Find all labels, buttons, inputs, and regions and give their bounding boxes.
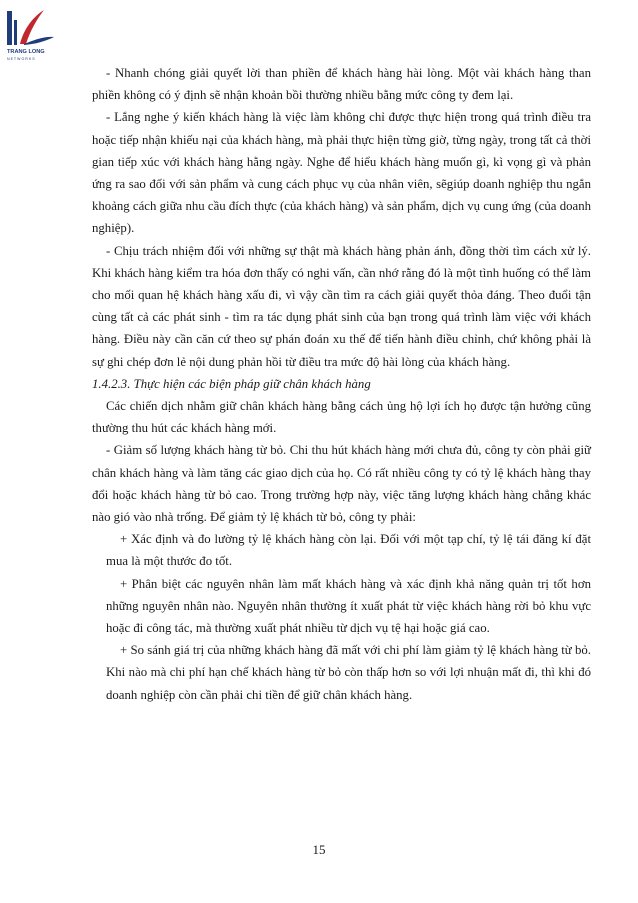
paragraph-retention-intro: Các chiến dịch nhằm giữ chân khách hàng bằng cách ủng hộ lợi ích họ được tận hưởng cũng thường thu hút các khách hàng mới. [92, 399, 591, 436]
logo-tagline: N E T W O R K S [7, 57, 35, 61]
list-item-measure-retention: + Xác định và đo lường tỷ lệ khách hàng còn lại. Đối với một tạp chí, tỷ lệ tái đăng kí đặt mua là một thước đo tốt. [106, 532, 591, 569]
logo-name: TRANG LONG [7, 49, 45, 55]
section-heading: 1.4.2.3. Thực hiện các biện pháp giữ chân khách hàng [92, 376, 371, 391]
page-number: 15 [312, 842, 326, 857]
company-logo [4, 6, 60, 66]
paragraph-reduce-churn: - Giảm số lượng khách hàng từ bỏ. Chi thu hút khách hàng mới chưa đủ, công ty còn phải giữ chân khách hàng và làm tăng các giao dịch của họ. Có rất nhiều công ty có tỷ lệ khách hàng thay đổi hoặc khách hàng từ bỏ cao. Trong trường hợp này, việc tăng lượng khách hàng chẳng khác nào gió vào nhà trống. Để giảm tỷ lệ khách từ bỏ, công ty phải: [92, 443, 591, 525]
paragraph-responsibility: - Chịu trách nhiệm đối với những sự thật mà khách hàng phản ánh, đồng thời tìm cách xử lý. Khi khách hàng kiểm tra hóa đơn thấy có nghi vấn, cần nhớ rằng đó là một tình huống có thể làm cho mối quan hệ khách hàng xấu đi, vì vậy cần tìm ra cách giải quyết thỏa đáng. Theo đuổi tận cùng tất cả các phát sinh - tìm ra tác dụng phát sinh của bạn trong quá trình làm việc với khách hàng. Điều này cần căn cứ theo sự phán đoán xu thế để tiến hành điều chỉnh, chứ không phải là sự ghi chép đơn lẻ nội dung phản hồi từ điều tra mức độ hài lòng của khách hàng. [92, 243, 591, 369]
list-item-identify-causes: + Phân biệt các nguyên nhân làm mất khách hàng và xác định khả năng quản trị tốt hơn những nguyên nhân nào. Nguyên nhân thường ít xuất phát từ việc khách hàng rời bỏ khu vực hoặc đi công tác, mà thường xuất phát nhiều từ dịch vụ tệ hại hoặc giá cao. [106, 576, 591, 636]
page-content [92, 62, 591, 706]
paragraph-listen-customers: - Lắng nghe ý kiến khách hàng là việc làm không chỉ được thực hiện trong quá trình điều tra hoặc tiếp nhận khiếu nại của khách hàng, mà phải thực hiện từng giờ, từng ngày, trong tất cả thời gian tiếp xúc với khách hàng hằng ngày. Nghe để hiểu khách hàng muốn gì, kì vọng gì và phản ứng ra sao đối với sản phẩm và cung cách phục vụ của nhân viên, sẽgiúp doanh nghiệp thu ngắn khoảng cách giữa nhu cầu đích thực (của khách hàng) và sản phẩm, dịch vụ cung ứng (của doanh nghiệp). [92, 110, 591, 236]
list-item-compare-value: + So sánh giá trị của những khách hàng đã mất với chi phí làm giảm tỷ lệ khách hàng từ bỏ. Khi nào mà chi phí hạn chế khách hàng từ bỏ còn thấp hơn so với lợi nhuận mất đi, thì khi đó doanh nghiệp còn cần phải chi tiền để giữ chân khách hàng. [106, 643, 591, 702]
paragraph-complaint-resolution: - Nhanh chóng giải quyết lời than phiền để khách hàng hài lòng. Một vài khách hàng than phiền không có ý định sẽ nhận khoản bồi thường nhiều bằng mức công ty đem lại. [92, 66, 591, 103]
